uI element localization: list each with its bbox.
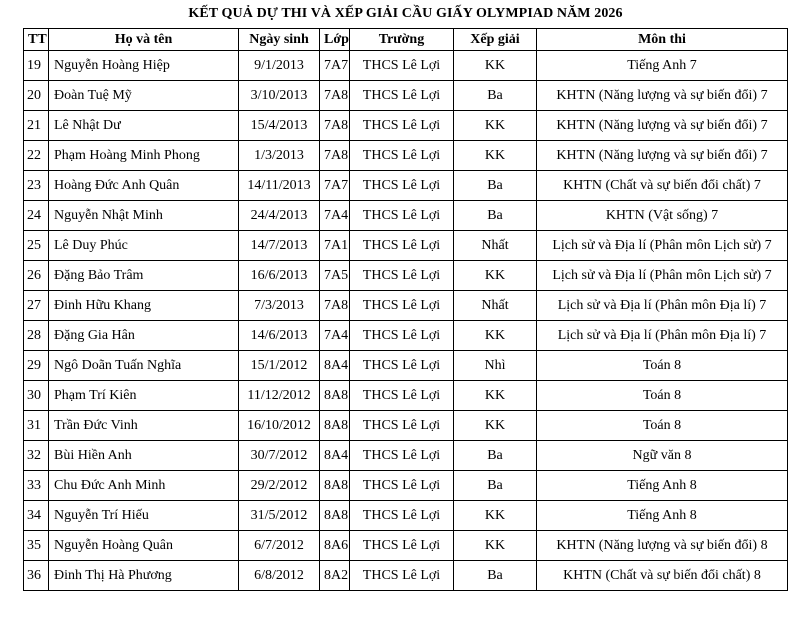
document-title: KẾT QUẢ DỰ THI VÀ XẾP GIẢI CẦU GIẤY OLYMPIAD NĂM 2026 bbox=[188, 6, 623, 21]
table-row bbox=[24, 231, 788, 261]
table-row bbox=[24, 471, 788, 501]
header-class: Lớp bbox=[320, 29, 350, 51]
table-header bbox=[24, 29, 788, 51]
cell-award: KK bbox=[454, 111, 537, 141]
cell-subject: KHTN (Năng lượng và sự biến đổi) 7 bbox=[537, 111, 788, 141]
table-row bbox=[24, 441, 788, 471]
cell-subject: Tiếng Anh 8 bbox=[537, 501, 788, 531]
cell-subject: KHTN (Năng lượng và sự biến đổi) 7 bbox=[537, 81, 788, 111]
cell-class: 8A2 bbox=[320, 561, 350, 591]
table-row bbox=[24, 111, 788, 141]
cell-tt: 29 bbox=[24, 351, 49, 381]
cell-name: Lê Nhật Dư bbox=[49, 111, 239, 141]
cell-class: 8A8 bbox=[320, 381, 350, 411]
cell-name: Nguyễn Hoàng Hiệp bbox=[49, 51, 239, 81]
cell-name: Phạm Hoàng Minh Phong bbox=[49, 141, 239, 171]
cell-class: 8A6 bbox=[320, 531, 350, 561]
cell-award: Ba bbox=[454, 471, 537, 501]
cell-award: Nhì bbox=[454, 351, 537, 381]
header-tt: TT bbox=[24, 29, 49, 51]
cell-subject: Tiếng Anh 8 bbox=[537, 471, 788, 501]
table-row bbox=[24, 291, 788, 321]
cell-class: 8A8 bbox=[320, 411, 350, 441]
cell-dob: 7/3/2013 bbox=[239, 291, 320, 321]
cell-subject: KHTN (Năng lượng và sự biến đổi) 8 bbox=[537, 531, 788, 561]
cell-dob: 14/7/2013 bbox=[239, 231, 320, 261]
cell-award: Ba bbox=[454, 201, 537, 231]
cell-subject: Lịch sử và Địa lí (Phân môn Địa lí) 7 bbox=[537, 321, 788, 351]
cell-award: KK bbox=[454, 381, 537, 411]
cell-name: Đinh Thị Hà Phương bbox=[49, 561, 239, 591]
cell-award: KK bbox=[454, 531, 537, 561]
cell-school: THCS Lê Lợi bbox=[350, 291, 454, 321]
table-row bbox=[24, 141, 788, 171]
cell-school: THCS Lê Lợi bbox=[350, 441, 454, 471]
cell-award: Ba bbox=[454, 81, 537, 111]
cell-award: Nhất bbox=[454, 291, 537, 321]
cell-tt: 28 bbox=[24, 321, 49, 351]
cell-class: 7A7 bbox=[320, 51, 350, 81]
header-award: Xếp giải bbox=[454, 29, 537, 51]
table-row bbox=[24, 171, 788, 201]
cell-tt: 19 bbox=[24, 51, 49, 81]
cell-name: Bùi Hiền Anh bbox=[49, 441, 239, 471]
cell-tt: 31 bbox=[24, 411, 49, 441]
cell-name: Ngô Doãn Tuấn Nghĩa bbox=[49, 351, 239, 381]
cell-subject: KHTN (Vật sống) 7 bbox=[537, 201, 788, 231]
cell-school: THCS Lê Lợi bbox=[350, 81, 454, 111]
cell-tt: 33 bbox=[24, 471, 49, 501]
cell-subject: Toán 8 bbox=[537, 351, 788, 381]
header-subject: Môn thi bbox=[537, 29, 788, 51]
cell-dob: 15/1/2012 bbox=[239, 351, 320, 381]
cell-class: 7A8 bbox=[320, 111, 350, 141]
cell-school: THCS Lê Lợi bbox=[350, 51, 454, 81]
cell-tt: 30 bbox=[24, 381, 49, 411]
cell-award: Ba bbox=[454, 441, 537, 471]
cell-name: Đoàn Tuệ Mỹ bbox=[49, 81, 239, 111]
cell-dob: 6/7/2012 bbox=[239, 531, 320, 561]
cell-subject: Lịch sử và Địa lí (Phân môn Địa lí) 7 bbox=[537, 291, 788, 321]
cell-dob: 24/4/2013 bbox=[239, 201, 320, 231]
table-row bbox=[24, 531, 788, 561]
header-school: Trường bbox=[350, 29, 454, 51]
cell-school: THCS Lê Lợi bbox=[350, 261, 454, 291]
cell-name: Chu Đức Anh Minh bbox=[49, 471, 239, 501]
cell-tt: 26 bbox=[24, 261, 49, 291]
cell-name: Phạm Trí Kiên bbox=[49, 381, 239, 411]
cell-dob: 30/7/2012 bbox=[239, 441, 320, 471]
cell-class: 7A1 bbox=[320, 231, 350, 261]
cell-subject: KHTN (Năng lượng và sự biến đổi) 7 bbox=[537, 141, 788, 171]
table-row bbox=[24, 381, 788, 411]
cell-subject: Lịch sử và Địa lí (Phân môn Lịch sử) 7 bbox=[537, 261, 788, 291]
results-table bbox=[23, 28, 788, 591]
cell-award: KK bbox=[454, 51, 537, 81]
cell-subject: Toán 8 bbox=[537, 381, 788, 411]
table-row bbox=[24, 201, 788, 231]
cell-award: KK bbox=[454, 411, 537, 441]
header-dob: Ngày sinh bbox=[239, 29, 320, 51]
cell-dob: 16/6/2013 bbox=[239, 261, 320, 291]
cell-school: THCS Lê Lợi bbox=[350, 231, 454, 261]
cell-school: THCS Lê Lợi bbox=[350, 381, 454, 411]
cell-school: THCS Lê Lợi bbox=[350, 111, 454, 141]
cell-tt: 23 bbox=[24, 171, 49, 201]
cell-subject: Lịch sử và Địa lí (Phân môn Lịch sử) 7 bbox=[537, 231, 788, 261]
header-name: Họ và tên bbox=[49, 29, 239, 51]
cell-subject: Tiếng Anh 7 bbox=[537, 51, 788, 81]
cell-school: THCS Lê Lợi bbox=[350, 531, 454, 561]
cell-dob: 31/5/2012 bbox=[239, 501, 320, 531]
cell-award: Ba bbox=[454, 561, 537, 591]
cell-award: Nhất bbox=[454, 231, 537, 261]
cell-class: 7A5 bbox=[320, 261, 350, 291]
cell-class: 7A4 bbox=[320, 321, 350, 351]
cell-tt: 20 bbox=[24, 81, 49, 111]
cell-tt: 25 bbox=[24, 231, 49, 261]
cell-school: THCS Lê Lợi bbox=[350, 321, 454, 351]
table-row bbox=[24, 81, 788, 111]
cell-tt: 35 bbox=[24, 531, 49, 561]
table-row bbox=[24, 261, 788, 291]
table-row bbox=[24, 561, 788, 591]
cell-dob: 15/4/2013 bbox=[239, 111, 320, 141]
cell-tt: 34 bbox=[24, 501, 49, 531]
cell-school: THCS Lê Lợi bbox=[350, 411, 454, 441]
cell-name: Đặng Gia Hân bbox=[49, 321, 239, 351]
cell-school: THCS Lê Lợi bbox=[350, 201, 454, 231]
cell-subject: KHTN (Chất và sự biến đổi chất) 7 bbox=[537, 171, 788, 201]
cell-subject: Toán 8 bbox=[537, 411, 788, 441]
cell-dob: 6/8/2012 bbox=[239, 561, 320, 591]
cell-class: 8A4 bbox=[320, 351, 350, 381]
cell-class: 7A8 bbox=[320, 291, 350, 321]
table-row bbox=[24, 501, 788, 531]
table-row bbox=[24, 351, 788, 381]
cell-tt: 24 bbox=[24, 201, 49, 231]
cell-tt: 21 bbox=[24, 111, 49, 141]
cell-name: Đinh Hữu Khang bbox=[49, 291, 239, 321]
cell-dob: 11/12/2012 bbox=[239, 381, 320, 411]
cell-dob: 14/6/2013 bbox=[239, 321, 320, 351]
cell-award: KK bbox=[454, 501, 537, 531]
cell-dob: 1/3/2013 bbox=[239, 141, 320, 171]
cell-tt: 32 bbox=[24, 441, 49, 471]
cell-class: 8A8 bbox=[320, 471, 350, 501]
cell-name: Lê Duy Phúc bbox=[49, 231, 239, 261]
cell-school: THCS Lê Lợi bbox=[350, 471, 454, 501]
cell-dob: 14/11/2013 bbox=[239, 171, 320, 201]
table-row bbox=[24, 51, 788, 81]
table-row bbox=[24, 411, 788, 441]
cell-school: THCS Lê Lợi bbox=[350, 561, 454, 591]
cell-class: 7A8 bbox=[320, 141, 350, 171]
cell-dob: 9/1/2013 bbox=[239, 51, 320, 81]
cell-name: Nguyễn Hoàng Quân bbox=[49, 531, 239, 561]
cell-class: 8A8 bbox=[320, 501, 350, 531]
cell-name: Nguyễn Trí Hiếu bbox=[49, 501, 239, 531]
header-row bbox=[24, 29, 788, 51]
cell-award: KK bbox=[454, 321, 537, 351]
cell-award: KK bbox=[454, 261, 537, 291]
cell-school: THCS Lê Lợi bbox=[350, 351, 454, 381]
cell-name: Trần Đức Vinh bbox=[49, 411, 239, 441]
cell-award: KK bbox=[454, 141, 537, 171]
cell-name: Đặng Bảo Trâm bbox=[49, 261, 239, 291]
cell-tt: 22 bbox=[24, 141, 49, 171]
cell-school: THCS Lê Lợi bbox=[350, 141, 454, 171]
cell-award: Ba bbox=[454, 171, 537, 201]
cell-school: THCS Lê Lợi bbox=[350, 171, 454, 201]
cell-subject: Ngữ văn 8 bbox=[537, 441, 788, 471]
cell-class: 8A4 bbox=[320, 441, 350, 471]
cell-class: 7A4 bbox=[320, 201, 350, 231]
table-row bbox=[24, 321, 788, 351]
cell-school: THCS Lê Lợi bbox=[350, 501, 454, 531]
cell-tt: 27 bbox=[24, 291, 49, 321]
cell-class: 7A7 bbox=[320, 171, 350, 201]
table-body bbox=[24, 51, 788, 591]
cell-class: 7A8 bbox=[320, 81, 350, 111]
cell-name: Nguyễn Nhật Minh bbox=[49, 201, 239, 231]
cell-tt: 36 bbox=[24, 561, 49, 591]
cell-dob: 29/2/2012 bbox=[239, 471, 320, 501]
cell-dob: 3/10/2013 bbox=[239, 81, 320, 111]
cell-dob: 16/10/2012 bbox=[239, 411, 320, 441]
cell-name: Hoàng Đức Anh Quân bbox=[49, 171, 239, 201]
cell-subject: KHTN (Chất và sự biến đổi chất) 8 bbox=[537, 561, 788, 591]
